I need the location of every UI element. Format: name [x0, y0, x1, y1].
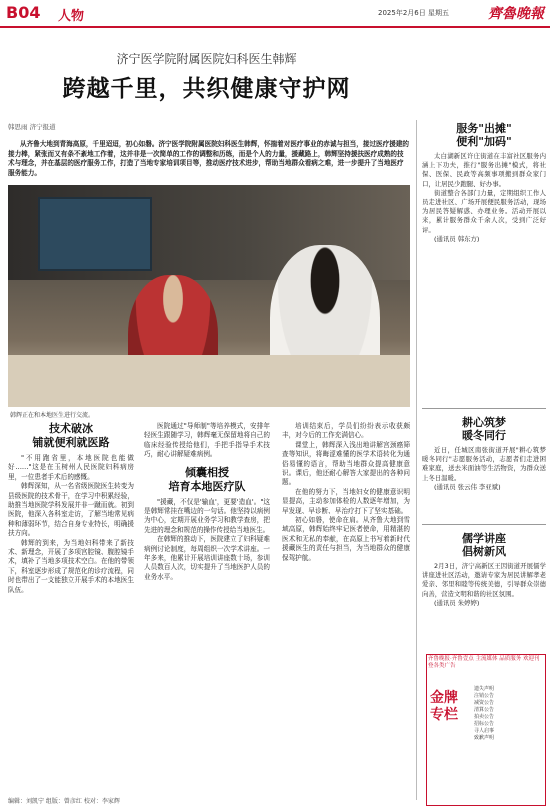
paragraph: 太白湖新区许庄街道在丰富社区服务内涵上下功夫，推行"服务出摊"模式，将社保、医保、民政等高频事项搬到群众家门口，让居民少跑腿、好办事。 [422, 152, 546, 188]
article-headline: 跨越千里，共织健康守护网 [62, 75, 351, 102]
sidebar-separator [422, 408, 546, 409]
sidebar-body [422, 562, 546, 608]
paragraph: 2月3日，济宁高新区王因街道开展儒学讲座进社区活动，邀请专家为居民讲解孝老爱亲、邻里和睦等传统美德，引导群众崇德向善，营造文明和谐的社区氛围。 [422, 562, 546, 598]
article-photo [8, 185, 410, 407]
page-footer: 编辑：刘凯宁 组版：曾彦红 校对：李家辉 [8, 798, 120, 805]
sidebar-body [422, 446, 546, 492]
sidebar-item-1 [422, 122, 546, 244]
ad-list-item: 寻人启事 [474, 728, 495, 734]
ad-list-item: 减资公告 [474, 700, 495, 706]
paragraph: 初心如磐，使命在肩。从齐鲁大地到雪域高原，韩辉始终牢记医者使命，用精湛的医术和无私的奉献，在高原上书写着新时代援藏医生的责任与担当，为当地群众的健康保驾护航。 [282, 516, 410, 562]
ad-list-item: 拍卖公告 [474, 714, 495, 720]
article-column-2 [144, 422, 270, 582]
newspaper-logo: 齊魯晚報 [488, 6, 544, 22]
sidebar-head: 服务"出摊" 便利"加码" [456, 122, 512, 148]
sidebar-item-2 [422, 416, 546, 492]
sidebar-separator [422, 524, 546, 525]
sidebar-head: 耕心筑梦 暖冬同行 [462, 416, 506, 442]
section-name: 人物 [58, 9, 85, 24]
sidebar-author: (通讯员 朱婷婷) [434, 598, 480, 607]
paragraph: 培训结束后，学员们纷纷表示收获颇丰，对今后的工作充满信心。 [282, 422, 410, 440]
article-column-1 [8, 422, 134, 595]
article-column-3 [282, 422, 410, 563]
column-subhead: 倾囊相授 培育本地医疗队 [168, 465, 246, 493]
paragraph: "不用跑省里，本地医院也能做好……"这是在玉树州人民医院妇科病房里，一位患者手术后的感慨。 [8, 454, 134, 481]
paragraph: 在他的努力下，当地妇女的健康意识明显提高，主动参加体检的人数逐年增加，为早发现、早诊断、早治疗打下了坚实基础。 [282, 487, 410, 515]
sidebar-author: (通讯员 韩东方) [434, 234, 480, 243]
sidebar-body [422, 152, 546, 244]
paragraph: 医院通过"导师制"等培养模式，安排年轻医生跟随学习，韩辉毫无保留地将自己的临床经验传授给他们，手把手指导手术技巧，耐心讲解疑难病例。 [144, 422, 270, 459]
ad-list-item: 清算公告 [474, 707, 495, 713]
paragraph: "援藏，不仅是'输血'，更要'造血'。"这是韩辉常挂在嘴边的一句话。他坚持以病例为中心，定期开展业务学习和教学查房，把先进的理念和规范的操作传授给当地医生。 [144, 497, 270, 534]
ad-list-item: 致歉声明 [474, 735, 495, 741]
page-header [0, 0, 550, 26]
sidebar-author: (通讯员 张云伟 李亚斌) [434, 482, 501, 491]
paragraph: 街道整合各部门力量，定期组织工作人员走进社区、广场开展便民服务活动，现场为居民答疑解惑、办理业务。活动开展以来，累计服务群众千余人次，受到广泛好评。 [422, 188, 546, 234]
sidebar-item-3 [422, 532, 546, 608]
photo-caption: 韩辉正在和本地医生进行交流。 [10, 412, 95, 419]
sidebar-head: 儒学讲座 倡树新风 [462, 532, 506, 558]
ad-list-item: 遗失声明 [474, 686, 495, 692]
ad-list-item: 注销公告 [474, 693, 495, 699]
ad-list-item: 招标公告 [474, 721, 495, 727]
header-rule [0, 26, 550, 28]
ad-list [474, 686, 542, 742]
article-byline: 韩思雨 济宁报道 [8, 123, 56, 131]
column-divider [416, 120, 417, 800]
ad-banner-text: 齐鲁晚报·齐鲁壹点 主流媒体 品质服务 欢迎刊登各类广告 [428, 656, 540, 669]
ad-title: 金牌专栏 [430, 690, 458, 723]
section-number: B04 [6, 3, 41, 22]
paragraph: 韩辉深知，从一名省级医院医生转变为县级医院的技术骨干，在学习中积累经验，助推当地医院学科发展并非一蹴而就。初到医院，他深入各科室走访，了解当地常见病种和薄弱环节，结合自身专业特长，明确援扶方向。 [8, 482, 134, 538]
article-kicker: 济宁医学院附属医院妇科医生韩辉 [116, 52, 297, 66]
paragraph: 课堂上，韩辉深入浅出地讲解宫颈癌筛查等知识，将晦涩难懂的医学术语转化为通俗易懂的语言，帮助当地群众提高健康意识。课后，他还耐心解答大家提出的各种问题。 [282, 440, 410, 487]
paragraph: 在韩辉的推动下，医院建立了妇科疑难病例讨论制度，每周组织一次学术讲座。一年多来，他累计开展培训讲座数十场，参训人员数百人次，切实提升了当地医护人员的业务水平。 [144, 535, 270, 581]
article-lead: 从齐鲁大地到青海高原，千里迢迢，初心如磐。济宁医学院附属医院妇科医生韩辉，怀揣着对医疗事业的赤诚与担当，接过医疗援建的接力棒，紧张而又有条不紊地工作着，这并非是一次简单的工作的调整和历练，而是个人的力量，援藏路上，韩辉坚持援扶医疗成熟的技术与理念，并在基层的医疗服务工作，打造了当地专家培训项目等，推动医疗技术进步，帮助当地群众看病之难，进一步提升了当地医疗服务能力。 [8, 140, 410, 177]
issue-date: 2025年2月6日 星期五 [378, 9, 449, 17]
column-subhead: 技术破冰 铺就便利就医路 [32, 422, 110, 449]
paragraph: 近日，任城区南张街道开展"耕心筑梦 暖冬同行"志愿服务活动，志愿者们走进困难家庭，送去米面油等生活物资，为群众送上冬日温暖。 [422, 446, 546, 482]
paragraph: 韩辉的到来，为当地妇科带来了新技术、新理念，开展了多项宫腔镜、腹腔镜手术，填补了当地多项技术空白。在他的带领下，科室逐步形成了规范化的诊疗流程，同时也带出了一支能独立开展手术的本地医生队伍。 [8, 538, 134, 594]
